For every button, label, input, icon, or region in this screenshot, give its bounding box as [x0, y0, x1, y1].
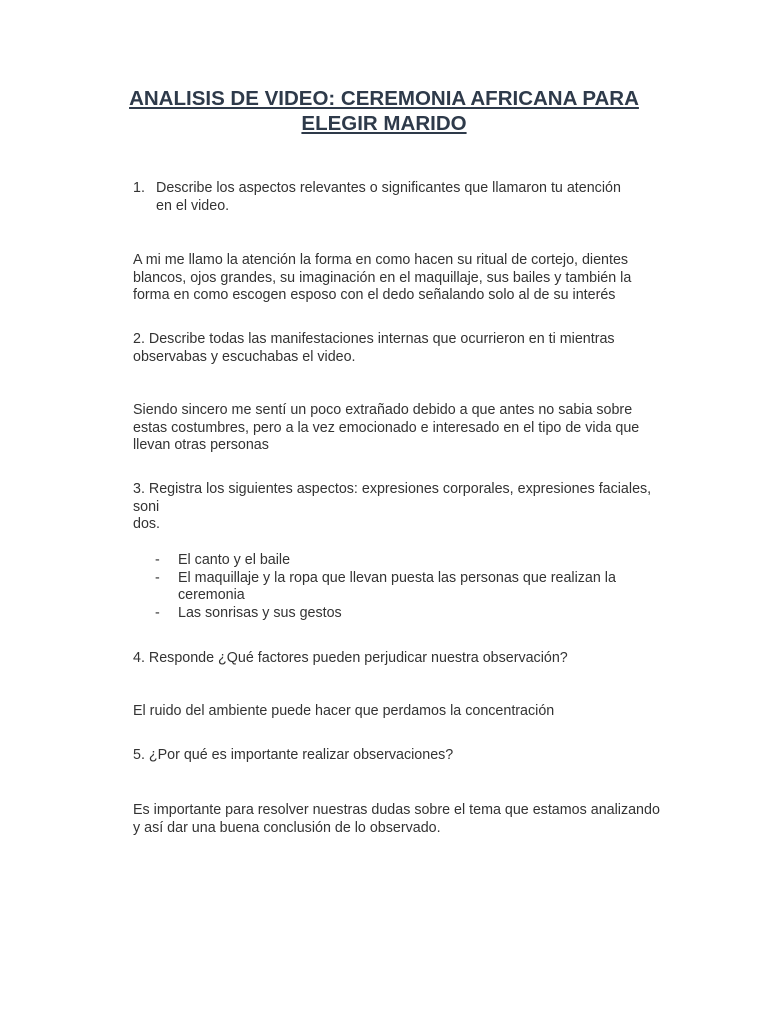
list-item	[155, 605, 625, 623]
title-line-2: ELEGIR MARIDO	[301, 112, 467, 135]
list-dash: -	[155, 552, 160, 568]
question-1-text: Describe los aspectos relevantes o significantes que llamaron tu atención en el video.	[156, 180, 621, 214]
answer-3-list	[155, 552, 625, 622]
question-3-line-1: 3. Registra los siguientes aspectos: expresiones corporales, expresiones faciales, soni	[133, 481, 652, 515]
question-3-line-2: dos.	[133, 516, 161, 533]
document-title	[120, 86, 648, 136]
question-5: 5. ¿Por qué es importante realizar observaciones?	[133, 747, 454, 763]
list-item	[155, 552, 625, 570]
answer-2: Siendo sincero me sentí un poco extrañado debido a que antes no sabia sobre estas costumbres, pero a la vez emocionado e interesado en el tipo de vida que llevan otras personas	[133, 402, 640, 454]
answer-5: Es importante para resolver nuestras dudas sobre el tema que estamos analizando y así dar una buena conclusión de lo observado.	[133, 802, 660, 836]
list-item	[155, 570, 625, 605]
question-2: 2. Describe todas las manifestaciones internas que ocurrieron en ti mientras observabas y escuchabas el video.	[133, 331, 615, 365]
list-dash: -	[155, 569, 160, 586]
list-item-text: Las sonrisas y sus gestos	[178, 604, 342, 621]
answer-4: El ruido del ambiente puede hacer que perdamos la concentración	[133, 703, 555, 719]
list-item-text: El maquillaje y la ropa que llevan puesta las personas que realizan la ceremonia	[178, 569, 616, 604]
list-dash: -	[155, 604, 160, 621]
question-3	[133, 481, 663, 534]
title-line-1: ANALISIS DE VIDEO: CEREMONIA AFRICANA PARA	[129, 87, 639, 110]
question-1-number: 1.	[133, 180, 145, 196]
question-4: 4. Responde ¿Qué factores pueden perjudicar nuestra observación?	[133, 650, 568, 666]
list-item-text: El canto y el baile	[178, 552, 291, 568]
answer-1: A mi me llamo la atención la forma en como hacen su ritual de cortejo, dientes blancos, ojos grandes, su imaginación en el maquillaje, sus bailes y también la forma en como escogen esposo con el dedo señalando solo al de su interés	[133, 252, 632, 304]
question-1	[133, 180, 633, 215]
